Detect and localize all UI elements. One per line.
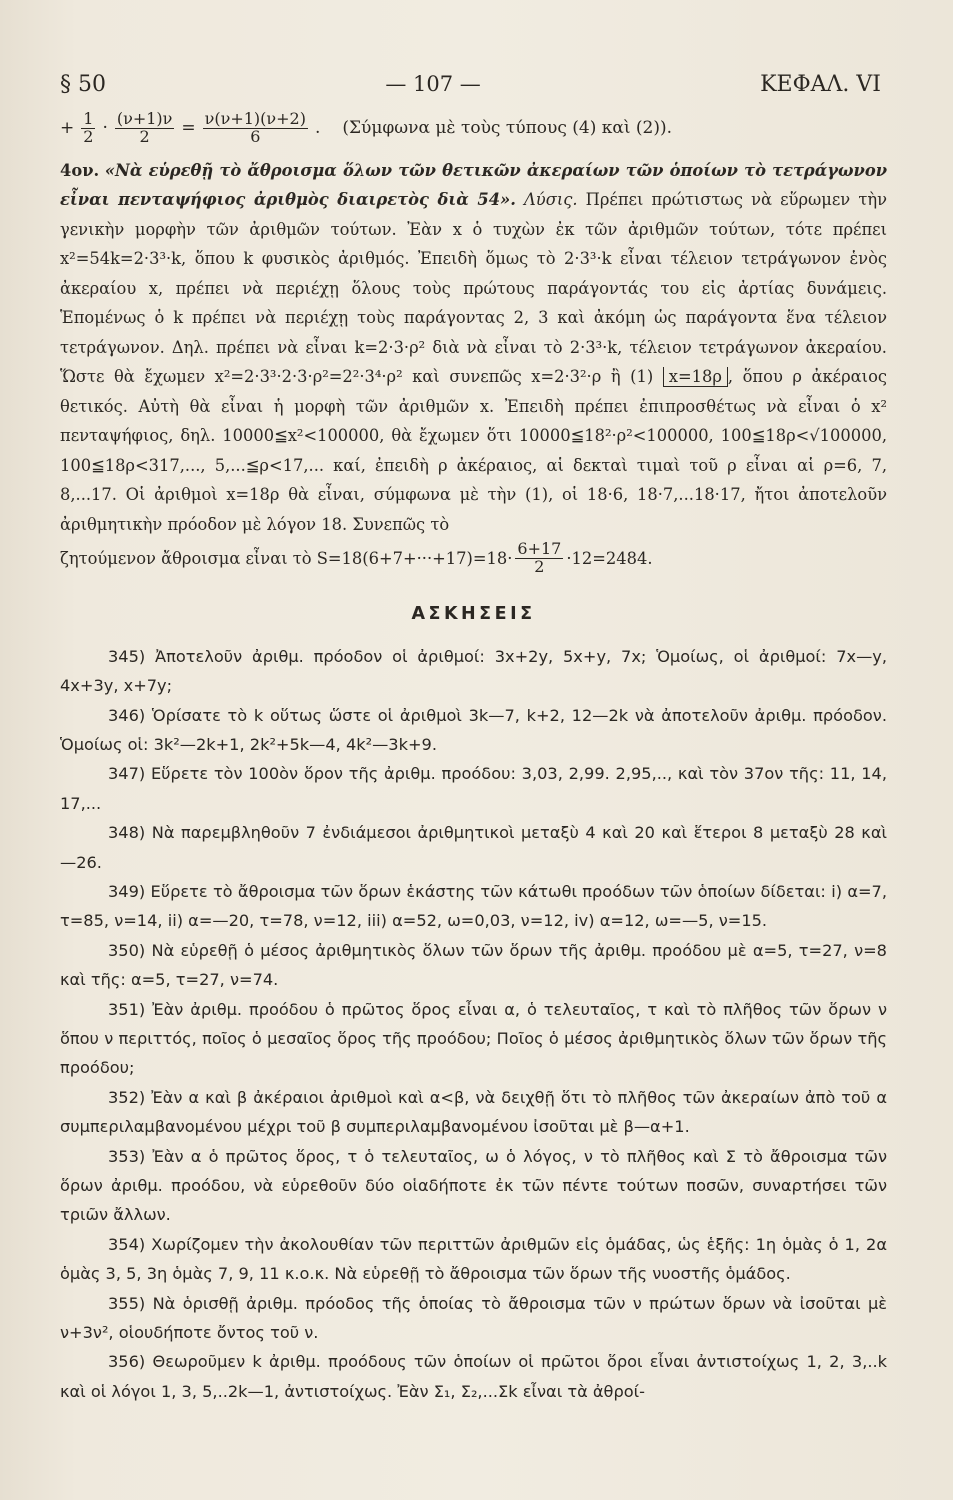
problem-label: 4ον. — [60, 160, 100, 180]
boxed-formula: x=18ρ — [663, 367, 728, 387]
exercise-item: 345) Ἀποτελοῦν ἀριθμ. πρόοδον οἱ ἀριθμοί: 3x+2y, 5x+y, 7x; Ὁμοίως, οἱ ἀριθμοί: 7x—y, 4x+3y, x+7y; — [60, 646, 887, 696]
final-sum-line — [60, 541, 887, 576]
exercise-item: 352) Ἐὰν α καὶ β ἀκέραιοι ἀριθμοὶ καὶ α<β, νὰ δειχθῇ ὅτι τὸ πλῆθος τῶν ἀκεραίων ἀπὸ τοῦ α συμπεριλαμβανομένου μέχρι τοῦ β συμπεριλαμβανομένου ἰσοῦται μὲ β—α+1. — [60, 1087, 887, 1137]
fraction-one-half — [81, 111, 95, 146]
fraction-n-plus-one — [115, 111, 175, 146]
final-sum-text: ζητούμενον ἄθροισμα εἶναι τὸ S=18(6+7+···+17)=18· — [60, 548, 513, 568]
fraction-denominator: 2 — [83, 126, 94, 146]
equals-sign: = — [181, 118, 196, 139]
final-fraction — [515, 541, 563, 576]
section-number: § 50 — [60, 72, 106, 97]
problem-4-block — [60, 156, 887, 576]
exercise-item: 349) Εὕρετε τὸ ἄθροισμα τῶν ὅρων ἑκάστης τῶν κάτωθι προόδων τῶν ὁποίων δίδεται: i) α=7, τ=85, ν=14, ii) α=—20, τ=78, ν=12, iii) α=52, ω=0,03, ν=12, iv) α=12, ω=—5, ν=15. — [60, 881, 887, 931]
exercises-heading: ΑΣΚΗΣΕΙΣ — [411, 603, 536, 624]
formula-note: (Σύμφωνα μὲ τοὺς τύπους (4) καὶ (2)). — [342, 118, 673, 139]
page-number: — 107 — — [385, 72, 481, 96]
final-sum-result: ·12=2484. — [566, 548, 653, 568]
exercise-item: 350) Νὰ εὑρεθῇ ὁ μέσος ἀριθμητικὸς ὅλων τῶν ὅρων τῆς ἀριθμ. προόδου μὲ α=5, τ=27, ν=8 καὶ τῆς: α=5, τ=27, ν=74. — [60, 940, 887, 990]
fraction-numerator: 6+17 — [517, 539, 562, 559]
exercise-item: 356) Θεωροῦμεν k ἀριθμ. προόδους τῶν ὁποίων οἱ πρῶτοι ὅροι εἶναι ἀντιστοίχως 1, 2, 3,..k καὶ οἱ λόγοι 1, 3, 5,..2k—1, ἀντιστοίχως. Ἐὰν Σ₁, Σ₂,...Σk εἶναι τὰ ἀθροί- — [60, 1352, 887, 1401]
exercise-item: 348) Νὰ παρεμβληθοῦν 7 ἐνδιάμεσοι ἀριθμητικοὶ μεταξὺ 4 καὶ 20 καὶ ἕτεροι 8 μεταξὺ 28 καὶ —26. — [60, 823, 887, 872]
solution-text-part-1: Πρέπει πρώτιστως νὰ εὕρωμεν τὴν γενικὴν μορφὴν τῶν ἀριθμῶν τούτων. Ἐὰν x ὁ τυχὼν ἐκ τῶν ἀριθμῶν τούτων, τότε πρέπει x²=54k=2·3³·k, ὅπου k φυσικὸς ἀριθμός. Ἐπειδὴ ὅμως τὸ 2·3³·k εἶναι τέλειον τετράγωνον ἑνὸς ἀκεραίου x, πρέπει νὰ περιέχῃ ὅλους τοὺς πρώτους παράγοντάς του εἰς ἀρτίας δυνάμεις. Ἑπομένως ὁ k πρέπει νὰ περιέχῃ τοὺς παράγοντας 2, 3 καὶ ἀκόμη ὡς παράγοντα ἕνα τέλειον τετράγωνον. Δηλ. πρέπει νὰ εἶναι k=2·3·ρ² διὰ νὰ εἶναι τὸ 2·3³·k, τέλειον τετράγωνον ἀκεραίου. Ὥστε θὰ ἔχωμεν x²=2·3³·2·3·ρ²=2²·3⁴·ρ² καὶ συνεπῶς x=2·3²·ρ ἢ (1) — [60, 190, 887, 387]
fraction-denominator: 2 — [139, 126, 150, 146]
exercise-item: 354) Χωρίζομεν τὴν ἀκολουθίαν τῶν περιττῶν ἀριθμῶν εἰς ὁμάδας, ὡς ἑξῆς: 1η ὁμὰς ὁ 1, 2α ὁμὰς 3, 5, 3η ὁμὰς 7, 9, 11 κ.ο.κ. Νὰ εὑρεθῇ τὸ ἄθροισμα τῶν ὅρων τῆς νυοστῆς ὁμάδος. — [60, 1234, 887, 1284]
exercise-item: 346) Ὁρίσατε τὸ k οὕτως ὥστε οἱ ἀριθμοὶ 3k—7, k+2, 12—2k νὰ ἀποτελοῦν ἀριθμ. πρόοδον. Ὁμοίως οἱ: 3k²—2k+1, 2k²+5k—4, 4k²—3k+9. — [60, 705, 887, 754]
page-header — [60, 72, 881, 97]
solution-label: Λύσις. — [524, 190, 578, 210]
formula-period: . — [314, 118, 321, 139]
plus-sign: + — [60, 118, 75, 139]
fraction-result — [203, 111, 308, 146]
fraction-numerator: (ν+1)ν — [116, 109, 173, 128]
problem-4-paragraph — [60, 156, 887, 540]
exercise-item: 353) Ἐὰν α ὁ πρῶτος ὅρος, τ ὁ τελευταῖος, ω ὁ λόγος, ν τὸ πλῆθος καὶ Σ τὸ ἄθροισμα τῶν ὅρων ἀριθμ. προόδου, νὰ εὑρεθοῦν δύο οἱαδήποτε ἐκ τῶν πέντε τούτων ποσῶν, συναρτήσει τῶν τριῶν ἄλλων. — [60, 1146, 887, 1225]
fraction-denominator: 2 — [534, 556, 545, 576]
chapter-label: ΚΕΦΑΛ. VI — [760, 72, 881, 97]
problem-statement: «Νὰ εὑρεθῇ τὸ ἄθροισμα ὅλων τῶν θετικῶν ἀκεραίων τῶν ὁποίων τὸ τετράγωνον εἶναι πενταψήφιος ἀριθμὸς διαιρετὸς διὰ 54». — [60, 160, 887, 210]
solution-text-part-2: , ὅπου ρ ἀκέραιος θετικός. Αὐτὴ θὰ εἶναι ἡ μορφὴ τῶν ἀριθμῶν x. Ἐπειδὴ πρέπει ἐπιπροσθέτως νὰ εἶναι ὁ x² πενταψήφιος, δηλ. 10000≦x²<100000, θὰ ἔχωμεν ὅτι 10000≦18²·ρ²<100000, 100≦18ρ<√100000, 100≦18ρ<317,..., 5,...≦ρ<17,... καί, ἐπειδὴ ρ ἀκέραιος, αἱ δεκταὶ τιμαὶ τοῦ ρ εἶναι αἱ ρ=6, 7, 8,...17. Οἱ ἀριθμοὶ x=18ρ θὰ εἶναι, σύμφωνα μὲ τὴν (1), οἱ 18·6, 18·7,...18·17, ἤτοι ἀποτελοῦν ἀριθμητικὴν πρόοδον μὲ λόγον 18. Συνεπῶς τὸ — [60, 367, 887, 534]
exercises-list — [60, 642, 887, 1407]
exercise-item: 355) Νὰ ὁρισθῇ ἀριθμ. πρόοδος τῆς ὁποίας τὸ ἄθροισμα τῶν ν πρώτων ὅρων νὰ ἰσοῦται μὲ ν+3ν², οἱουδήποτε ὄντος τοῦ ν. — [60, 1293, 887, 1343]
exercise-item: 351) Ἐὰν ἀριθμ. προόδου ὁ πρῶτος ὅρος εἶναι α, ὁ τελευταῖος, τ καὶ τὸ πλῆθος τῶν ὅρων ν ὅπου ν περιττός, ποῖος ὁ μεσαῖος ὅρος τῆς προόδου; Ποῖος ὁ μέσος ἀριθμητικὸς ὅλων τῶν ὅρων τῆς προόδου; — [60, 999, 887, 1078]
exercise-item: 347) Εὕρετε τὸν 100ὸν ὅρον τῆς ἀριθμ. προόδου: 3,03, 2,99. 2,95,.., καὶ τὸν 37ον τῆς: 11, 14, 17,... — [60, 764, 887, 813]
fraction-denominator: 6 — [250, 126, 261, 146]
fraction-numerator: ν(ν+1)(ν+2) — [204, 109, 306, 128]
top-formula — [60, 111, 887, 146]
dot-operator: · — [102, 118, 108, 139]
fraction-numerator: 1 — [83, 109, 94, 128]
